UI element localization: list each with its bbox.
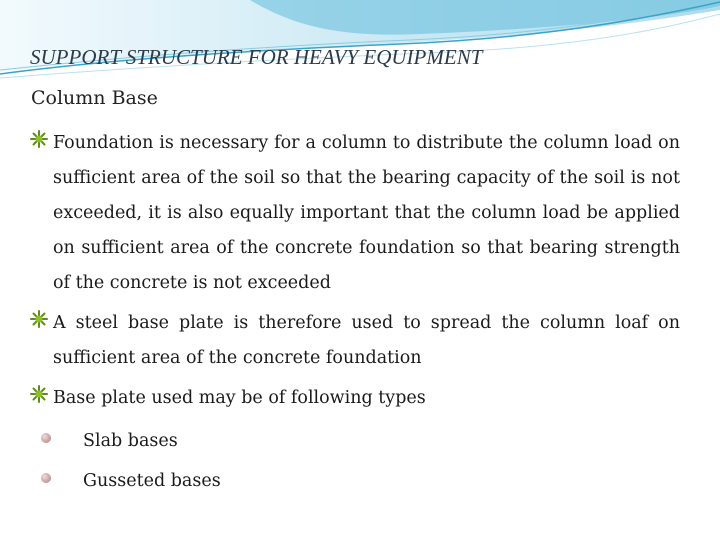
bullet-text: Foundation is necessary for a column to distribute the column load on sufficient area of the soil so that the bearing capacity of the soil is not exceeded, it is also equally important that the column load be applied on sufficient area of the concrete foundation so that bearing strength of the concrete is not exceeded — [53, 133, 680, 293]
bullet-text: Base plate used may be of following types — [53, 388, 426, 408]
slide-subtitle: Column Base — [31, 87, 158, 109]
sub-bullet-item — [83, 421, 680, 461]
bullet-item — [30, 126, 680, 301]
sub-bullet-list — [30, 421, 680, 501]
bullet-list — [30, 126, 680, 501]
bullet-text: A steel base plate is therefore used to spread the column loaf on sufficient area of the concrete foundation — [53, 313, 680, 368]
green-starburst-icon — [30, 310, 48, 328]
bullet-item — [30, 306, 680, 376]
sub-bullet-text: Gusseted bases — [83, 471, 221, 491]
sub-bullet-item — [83, 461, 680, 501]
pink-dot-icon — [41, 433, 51, 443]
pink-dot-icon — [41, 473, 51, 483]
green-starburst-icon — [30, 385, 48, 403]
sub-bullet-text: Slab bases — [83, 431, 178, 451]
slide-title: SUPPORT STRUCTURE FOR HEAVY EQUIPMENT — [30, 45, 483, 69]
green-starburst-icon — [30, 130, 48, 148]
bullet-item — [30, 381, 680, 416]
